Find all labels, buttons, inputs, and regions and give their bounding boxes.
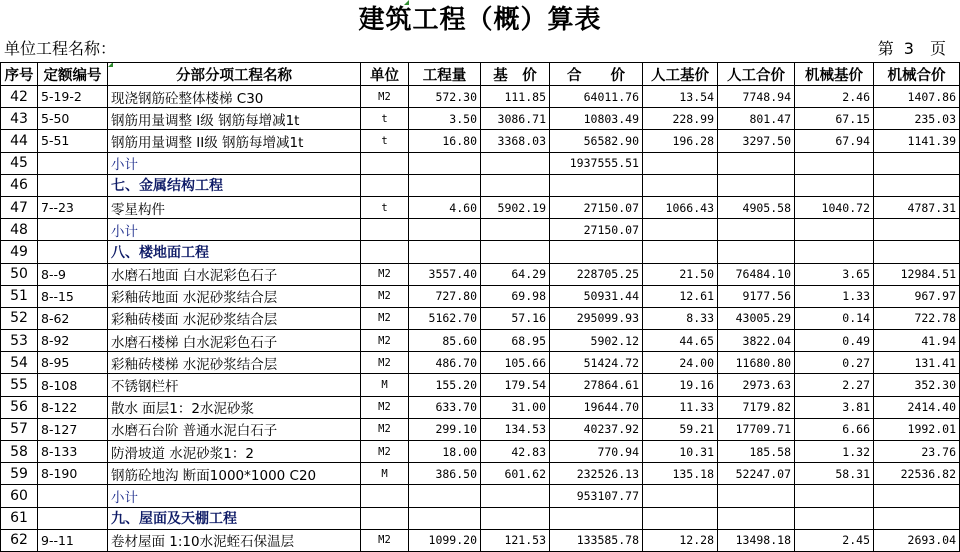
labor-price-cell[interactable]: 10.31 [643,441,718,463]
table-row [1,418,960,440]
quantity-cell[interactable]: 572.30 [409,86,481,108]
total-price-cell[interactable]: 56582.90 [550,130,643,152]
base-price-cell[interactable]: 42.83 [481,441,550,463]
row-number-cell[interactable]: 58 [1,441,38,463]
page-suffix: 页 [929,39,946,58]
machine-total-cell[interactable]: 967.97 [874,285,960,307]
quantity-cell[interactable]: 5162.70 [409,307,481,329]
column-header[interactable]: 机械合价 [874,63,960,86]
subtotal-row [1,219,960,241]
machine-price-cell[interactable]: 67.94 [795,130,874,152]
base-price-cell[interactable]: 601.62 [481,463,550,485]
machine-price-cell[interactable] [795,174,874,196]
row-number-cell[interactable]: 54 [1,352,38,374]
machine-total-cell[interactable]: 352.30 [874,374,960,396]
machine-total-cell[interactable] [874,485,960,507]
labor-total-cell[interactable]: 9177.56 [718,285,795,307]
machine-total-cell[interactable]: 22536.82 [874,463,960,485]
machine-total-cell[interactable] [874,507,960,529]
row-number-cell[interactable]: 57 [1,418,38,440]
quantity-cell[interactable]: 727.80 [409,285,481,307]
machine-total-cell[interactable]: 1992.01 [874,418,960,440]
table-row [1,307,960,329]
unit-cell[interactable] [361,241,409,263]
page-number-value: 3 [903,39,914,58]
total-price-cell[interactable]: 10803.49 [550,108,643,130]
base-price-cell[interactable] [481,219,550,241]
item-name-cell[interactable]: 散水 面层1：2水泥砂浆 [108,396,361,418]
row-number-cell[interactable]: 55 [1,374,38,396]
machine-price-cell[interactable]: 3.81 [795,396,874,418]
unit-cell[interactable]: M2 [361,529,409,551]
base-price-cell[interactable]: 57.16 [481,307,550,329]
quantity-cell[interactable]: 299.10 [409,418,481,440]
quota-code-cell[interactable] [38,174,108,196]
column-header[interactable]: 基 价 [481,63,550,86]
item-name-cell[interactable]: 零星构件 [108,196,361,218]
base-price-cell[interactable]: 5902.19 [481,196,550,218]
item-name-cell[interactable]: 现浇钢筋砼整体楼梯 C30 [108,86,361,108]
item-name-cell[interactable]: 彩釉砖地面 水泥砂浆结合层 [108,285,361,307]
labor-price-cell[interactable]: 196.28 [643,130,718,152]
labor-price-cell[interactable]: 59.21 [643,418,718,440]
labor-total-cell[interactable]: 185.58 [718,441,795,463]
base-price-cell[interactable]: 134.53 [481,418,550,440]
total-price-cell[interactable]: 5902.12 [550,330,643,352]
row-number-cell[interactable]: 42 [1,86,38,108]
labor-price-cell[interactable]: 21.50 [643,263,718,285]
item-name-cell[interactable]: 七、金属结构工程 [108,174,361,196]
row-number-cell[interactable]: 43 [1,108,38,130]
machine-price-cell[interactable]: 1040.72 [795,196,874,218]
labor-total-cell[interactable]: 7179.82 [718,396,795,418]
total-price-cell[interactable]: 953107.77 [550,485,643,507]
unit-cell[interactable]: M2 [361,285,409,307]
labor-total-cell[interactable]: 2973.63 [718,374,795,396]
row-number-cell[interactable]: 49 [1,241,38,263]
machine-price-cell[interactable] [795,507,874,529]
base-price-cell[interactable]: 64.29 [481,263,550,285]
item-name-cell[interactable]: 八、楼地面工程 [108,241,361,263]
machine-price-cell[interactable]: 0.14 [795,307,874,329]
item-name-cell[interactable]: 小计 [108,152,361,174]
item-name-cell[interactable]: 彩釉砖楼面 水泥砂浆结合层 [108,307,361,329]
item-name-cell[interactable]: 小计 [108,485,361,507]
labor-price-cell[interactable]: 12.61 [643,285,718,307]
total-price-cell[interactable]: 770.94 [550,441,643,463]
item-name-cell[interactable]: 水磨石地面 白水泥彩色石子 [108,263,361,285]
labor-total-cell[interactable]: 3822.04 [718,330,795,352]
quantity-cell[interactable] [409,152,481,174]
total-price-cell[interactable]: 50931.44 [550,285,643,307]
quantity-cell[interactable] [409,174,481,196]
row-number-cell[interactable]: 59 [1,463,38,485]
row-number-cell[interactable]: 47 [1,196,38,218]
machine-total-cell[interactable]: 235.03 [874,108,960,130]
unit-cell[interactable] [361,219,409,241]
item-name-cell[interactable]: 卷材屋面 1:10水泥蛭石保温层 [108,529,361,551]
machine-total-cell[interactable]: 23.76 [874,441,960,463]
total-price-cell[interactable] [550,507,643,529]
quota-code-cell[interactable]: 8-127 [38,418,108,440]
column-header[interactable]: 工程量 [409,63,481,86]
labor-price-cell[interactable] [643,152,718,174]
machine-total-cell[interactable] [874,241,960,263]
machine-price-cell[interactable]: 3.65 [795,263,874,285]
labor-total-cell[interactable] [718,241,795,263]
machine-price-cell[interactable]: 0.49 [795,330,874,352]
labor-price-cell[interactable]: 8.33 [643,307,718,329]
item-name-cell[interactable]: 九、屋面及天棚工程 [108,507,361,529]
unit-cell[interactable]: M2 [361,307,409,329]
subtotal-row [1,152,960,174]
quantity-cell[interactable]: 155.20 [409,374,481,396]
total-price-cell[interactable]: 133585.78 [550,529,643,551]
table-row [1,330,960,352]
base-price-cell[interactable] [481,174,550,196]
labor-total-cell[interactable]: 43005.29 [718,307,795,329]
labor-price-cell[interactable]: 11.33 [643,396,718,418]
base-price-cell[interactable]: 3368.03 [481,130,550,152]
labor-price-cell[interactable]: 19.16 [643,374,718,396]
cell-comment-marker [404,0,409,5]
table-row [1,441,960,463]
item-name-cell[interactable]: 水磨石楼梯 白水泥彩色石子 [108,330,361,352]
row-number-cell[interactable]: 61 [1,507,38,529]
estimate-table [0,62,960,552]
labor-total-cell[interactable]: 17709.71 [718,418,795,440]
quantity-cell[interactable]: 3557.40 [409,263,481,285]
page-number [872,38,946,60]
labor-price-cell[interactable] [643,174,718,196]
labor-price-cell[interactable]: 24.00 [643,352,718,374]
machine-total-cell[interactable]: 131.41 [874,352,960,374]
quantity-cell[interactable] [409,485,481,507]
machine-price-cell[interactable]: 58.31 [795,463,874,485]
quantity-cell[interactable]: 85.60 [409,330,481,352]
machine-price-cell[interactable]: 2.46 [795,86,874,108]
table-row [1,285,960,307]
total-price-cell[interactable]: 27864.61 [550,374,643,396]
labor-total-cell[interactable]: 801.47 [718,108,795,130]
labor-price-cell[interactable]: 12.28 [643,529,718,551]
total-price-cell[interactable] [550,174,643,196]
row-number-cell[interactable]: 56 [1,396,38,418]
machine-price-cell[interactable]: 6.66 [795,418,874,440]
unit-cell[interactable]: M2 [361,263,409,285]
row-number-cell[interactable]: 53 [1,330,38,352]
item-name-cell[interactable]: 钢筋砼地沟 断面1000*1000 C20 [108,463,361,485]
column-header[interactable]: 单位 [361,63,409,86]
item-name-cell[interactable]: 钢筋用量调整 II级 钢筋每增减1t [108,130,361,152]
subtotal-row [1,485,960,507]
total-price-cell[interactable]: 228705.25 [550,263,643,285]
row-number-cell[interactable]: 60 [1,485,38,507]
quantity-cell[interactable]: 16.80 [409,130,481,152]
quota-code-cell[interactable]: 8-122 [38,396,108,418]
item-name-cell[interactable]: 不锈钢栏杆 [108,374,361,396]
row-number-cell[interactable]: 62 [1,529,38,551]
labor-price-cell[interactable] [643,241,718,263]
table-row [1,86,960,108]
labor-total-cell[interactable]: 3297.50 [718,130,795,152]
base-price-cell[interactable] [481,507,550,529]
machine-price-cell[interactable] [795,219,874,241]
labor-total-cell[interactable] [718,219,795,241]
table-row [1,463,960,485]
labor-price-cell[interactable]: 228.99 [643,108,718,130]
table-row [1,130,960,152]
unit-cell[interactable] [361,174,409,196]
labor-total-cell[interactable] [718,174,795,196]
item-name-cell[interactable]: 防滑坡道 水泥砂浆1：2 [108,441,361,463]
machine-price-cell[interactable]: 1.33 [795,285,874,307]
section-row [1,241,960,263]
total-price-cell[interactable]: 295099.93 [550,307,643,329]
total-price-cell[interactable]: 27150.07 [550,196,643,218]
base-price-cell[interactable]: 68.95 [481,330,550,352]
base-price-cell[interactable] [481,485,550,507]
machine-total-cell[interactable] [874,152,960,174]
total-price-cell[interactable]: 40237.92 [550,418,643,440]
total-price-cell[interactable]: 27150.07 [550,219,643,241]
quantity-cell[interactable] [409,241,481,263]
section-row [1,174,960,196]
quota-code-cell[interactable]: 8-92 [38,330,108,352]
quantity-cell[interactable] [409,219,481,241]
unit-cell[interactable]: M2 [361,418,409,440]
section-row [1,507,960,529]
quota-code-cell[interactable] [38,507,108,529]
machine-price-cell[interactable]: 2.45 [795,529,874,551]
machine-price-cell[interactable]: 67.15 [795,108,874,130]
table-row [1,263,960,285]
base-price-cell[interactable] [481,241,550,263]
unit-cell[interactable]: t [361,196,409,218]
row-number-cell[interactable]: 44 [1,130,38,152]
labor-price-cell[interactable]: 44.65 [643,330,718,352]
labor-total-cell[interactable] [718,485,795,507]
row-number-cell[interactable]: 51 [1,285,38,307]
row-number-cell[interactable]: 46 [1,174,38,196]
labor-total-cell[interactable]: 11680.80 [718,352,795,374]
machine-price-cell[interactable]: 0.27 [795,352,874,374]
quantity-cell[interactable] [409,507,481,529]
table-row [1,396,960,418]
quantity-cell[interactable]: 386.50 [409,463,481,485]
labor-total-cell[interactable]: 13498.18 [718,529,795,551]
machine-price-cell[interactable] [795,485,874,507]
total-price-cell[interactable]: 51424.72 [550,352,643,374]
item-name-cell[interactable]: 水磨石台阶 普通水泥白石子 [108,418,361,440]
table-row [1,196,960,218]
quota-code-cell[interactable]: 8-62 [38,307,108,329]
base-price-cell[interactable]: 69.98 [481,285,550,307]
unit-project-label: 单位工程名称： [4,39,117,58]
total-price-cell[interactable] [550,241,643,263]
base-price-cell[interactable] [481,152,550,174]
column-header[interactable]: 人工合价 [718,63,795,86]
unit-cell[interactable] [361,507,409,529]
unit-cell[interactable]: M2 [361,352,409,374]
machine-price-cell[interactable] [795,241,874,263]
table-row [1,529,960,551]
column-header[interactable]: 合 价 [550,63,643,86]
quota-code-cell[interactable]: 5-19-2 [38,86,108,108]
machine-total-cell[interactable]: 2693.04 [874,529,960,551]
quota-code-cell[interactable]: 8--9 [38,263,108,285]
unit-cell[interactable]: M2 [361,441,409,463]
row-number-cell[interactable]: 48 [1,219,38,241]
base-price-cell[interactable]: 3086.71 [481,108,550,130]
quota-code-cell[interactable] [38,152,108,174]
unit-cell[interactable]: t [361,130,409,152]
unit-cell[interactable]: M [361,463,409,485]
machine-total-cell[interactable]: 1407.86 [874,86,960,108]
labor-price-cell[interactable] [643,507,718,529]
quota-code-cell[interactable]: 8-190 [38,463,108,485]
quota-code-cell[interactable]: 8-108 [38,374,108,396]
labor-total-cell[interactable]: 4905.58 [718,196,795,218]
column-header[interactable]: 人工基价 [643,63,718,86]
quantity-cell[interactable]: 18.00 [409,441,481,463]
quota-code-cell[interactable]: 9--11 [38,529,108,551]
quota-code-cell[interactable]: 5-51 [38,130,108,152]
base-price-cell[interactable]: 121.53 [481,529,550,551]
labor-price-cell[interactable]: 13.54 [643,86,718,108]
quota-code-cell[interactable]: 8-133 [38,441,108,463]
machine-total-cell[interactable]: 41.94 [874,330,960,352]
machine-price-cell[interactable]: 1.32 [795,441,874,463]
machine-total-cell[interactable] [874,219,960,241]
quota-code-cell[interactable]: 8-95 [38,352,108,374]
machine-total-cell[interactable]: 12984.51 [874,263,960,285]
machine-total-cell[interactable]: 722.78 [874,307,960,329]
row-number-cell[interactable]: 45 [1,152,38,174]
quantity-cell[interactable]: 633.70 [409,396,481,418]
labor-price-cell[interactable]: 1066.43 [643,196,718,218]
labor-total-cell[interactable] [718,152,795,174]
total-price-cell[interactable]: 232526.13 [550,463,643,485]
page-title: 建筑工程（概）算表 [358,5,602,35]
unit-cell[interactable]: M2 [361,86,409,108]
base-price-cell[interactable]: 105.66 [481,352,550,374]
unit-cell[interactable]: M2 [361,396,409,418]
labor-price-cell[interactable] [643,485,718,507]
item-name-cell[interactable]: 小计 [108,219,361,241]
base-price-cell[interactable]: 179.54 [481,374,550,396]
quantity-cell[interactable]: 1099.20 [409,529,481,551]
row-number-cell[interactable]: 52 [1,307,38,329]
quota-code-cell[interactable] [38,485,108,507]
machine-price-cell[interactable]: 2.27 [795,374,874,396]
machine-total-cell[interactable] [874,174,960,196]
unit-cell[interactable]: M [361,374,409,396]
column-header[interactable]: 序号 [1,63,38,86]
quota-code-cell[interactable] [38,241,108,263]
table-row [1,374,960,396]
labor-total-cell[interactable] [718,507,795,529]
labor-price-cell[interactable] [643,219,718,241]
table-row [1,352,960,374]
unit-cell[interactable] [361,152,409,174]
quantity-cell[interactable]: 3.50 [409,108,481,130]
item-name-cell[interactable]: 彩釉砖楼梯 水泥砂浆结合层 [108,352,361,374]
quota-code-cell[interactable]: 8--15 [38,285,108,307]
machine-price-cell[interactable] [795,152,874,174]
machine-total-cell[interactable]: 4787.31 [874,196,960,218]
quota-code-cell[interactable] [38,219,108,241]
machine-total-cell[interactable]: 2414.40 [874,396,960,418]
quantity-cell[interactable]: 4.60 [409,196,481,218]
total-price-cell[interactable]: 1937555.51 [550,152,643,174]
column-header[interactable]: 分部分项工程名称 [108,63,361,86]
total-price-cell[interactable]: 64011.76 [550,86,643,108]
unit-cell[interactable]: M2 [361,330,409,352]
labor-total-cell[interactable]: 76484.10 [718,263,795,285]
labor-total-cell[interactable]: 52247.07 [718,463,795,485]
labor-total-cell[interactable]: 7748.94 [718,86,795,108]
quota-code-cell[interactable]: 7--23 [38,196,108,218]
base-price-cell[interactable]: 31.00 [481,396,550,418]
item-name-cell[interactable]: 钢筋用量调整 I级 钢筋每增减1t [108,108,361,130]
row-number-cell[interactable]: 50 [1,263,38,285]
machine-total-cell[interactable]: 1141.39 [874,130,960,152]
quantity-cell[interactable]: 486.70 [409,352,481,374]
quota-code-cell[interactable]: 5-50 [38,108,108,130]
labor-price-cell[interactable]: 135.18 [643,463,718,485]
unit-cell[interactable] [361,485,409,507]
base-price-cell[interactable]: 111.85 [481,86,550,108]
table-row [1,108,960,130]
column-header[interactable]: 定额编号 [38,63,108,86]
header-row [1,63,960,86]
column-header[interactable]: 机械基价 [795,63,874,86]
total-price-cell[interactable]: 19644.70 [550,396,643,418]
page-prefix: 第 [877,39,894,58]
unit-cell[interactable]: t [361,108,409,130]
